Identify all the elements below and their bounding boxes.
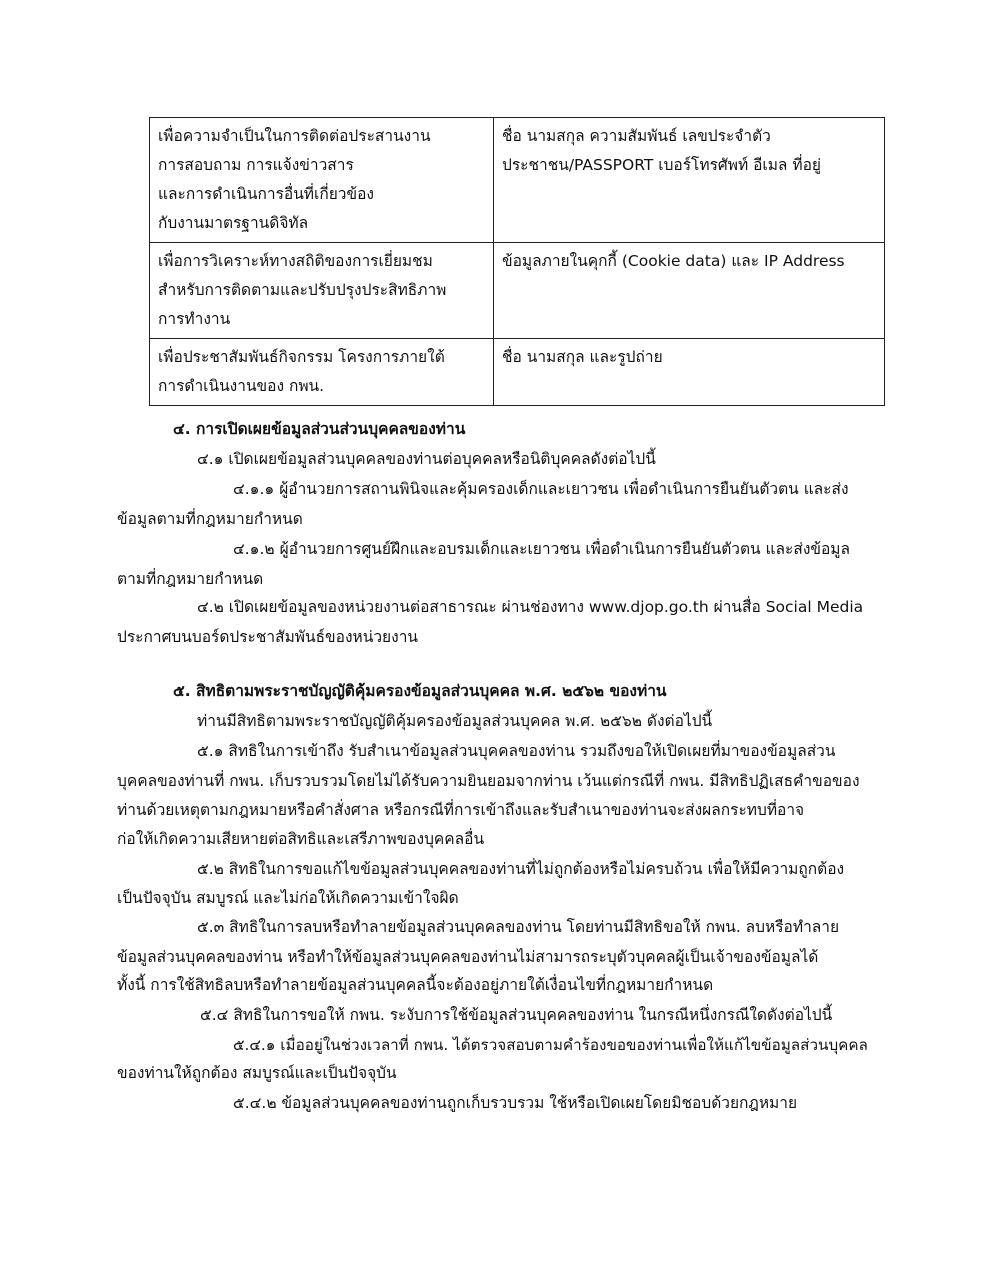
cell-line: ประชาชน/PASSPORT เบอร์โทรศัพท์ อีเมล ที่อยู่ — [502, 156, 821, 174]
cell-line: การดำเนินงานของ กพน. — [158, 377, 325, 395]
data-cell — [494, 339, 885, 406]
paragraph-4-2: ๔.๒ เปิดเผยข้อมูลของหน่วยงานต่อสาธารณะ ผ่านช่องทาง www.djop.go.th ผ่านสื่อ Social Media — [197, 598, 864, 616]
table-row — [150, 243, 885, 339]
paragraph-5-3-cont: ทั้งนี้ การใช้สิทธิลบหรือทำลายข้อมูลส่วนบุคคลนี้จะต้องอยู่ภายใต้เงื่อนไขที่กฎหมายกำหนด — [117, 976, 714, 994]
cell-line: การสอบถาม การแจ้งข่าวสาร — [158, 156, 354, 174]
cell-line: สำหรับการติดตามและปรับปรุงประสิทธิภาพ — [158, 281, 447, 299]
purpose-cell — [150, 118, 494, 243]
cell-line: ชื่อ นามสกุล ความสัมพันธ์ เลขประจำตัว — [502, 127, 771, 145]
data-cell — [494, 118, 885, 243]
paragraph-5-4-1: ๕.๔.๑ เมื่ออยู่ในช่วงเวลาที่ กพน. ได้ตรวจสอบตามคำร้องขอของท่านเพื่อให้แก้ไขข้อมูลส่วนบุคคล — [233, 1036, 868, 1054]
data-cell — [494, 243, 885, 339]
table-row — [150, 339, 885, 406]
purpose-cell — [150, 243, 494, 339]
paragraph-4-1: ๔.๑ เปิดเผยข้อมูลส่วนบุคคลของท่านต่อบุคคลหรือนิติบุคคลดังต่อไปนี้ — [197, 450, 656, 468]
section-5-heading: ๕. สิทธิตามพระราชบัญญัติคุ้มครองข้อมูลส่วนบุคคล พ.ศ. ๒๕๖๒ ของท่าน — [173, 682, 667, 700]
section-5-intro: ท่านมีสิทธิตามพระราชบัญญัติคุ้มครองข้อมูลส่วนบุคคล พ.ศ. ๒๕๖๒ ดังต่อไปนี้ — [197, 712, 713, 730]
paragraph-5-3: ๕.๓ สิทธิในการลบหรือทำลายข้อมูลส่วนบุคคลของท่าน โดยท่านมีสิทธิขอให้ กพน. ลบหรือทำลาย — [197, 918, 840, 936]
paragraph-5-1-cont: ท่านด้วยเหตุตามกฎหมายหรือคำสั่งศาล หรือกรณีที่การเข้าถึงและรับสำเนาของท่านจะส่งผลกระทบที่อาจ — [117, 801, 805, 819]
paragraph-5-1-cont: ก่อให้เกิดความเสียหายต่อสิทธิและเสรีภาพของบุคคลอื่น — [117, 830, 485, 848]
paragraph-5-1-cont: บุคคลของท่านที่ กพน. เก็บรวบรวมโดยไม่ได้รับความยินยอมจากท่าน เว้นแต่กรณีที่ กพน. มีสิทธิปฏิเสธคำขอของ — [117, 772, 860, 790]
paragraph-5-2: ๕.๒ สิทธิในการขอแก้ไขข้อมูลส่วนบุคคลของท่านที่ไม่ถูกต้องหรือไม่ครบถ้วน เพื่อให้มีความถูกต้อง — [197, 860, 845, 878]
cell-line: ชื่อ นามสกุล และรูปถ่าย — [502, 348, 663, 366]
paragraph-5-3-cont: ข้อมูลส่วนบุคคลของท่าน หรือทำให้ข้อมูลส่วนบุคคลของท่านไม่สามารถระบุตัวบุคคลผู้เป็นเจ้าของข้อมูลได้ — [117, 948, 819, 966]
cell-line: เพื่อประชาสัมพันธ์กิจกรรม โครงการภายใต้ — [158, 348, 445, 366]
cell-line: ข้อมูลภายในคุกกี้ (Cookie data) และ IP Address — [502, 252, 845, 270]
paragraph-5-4-2: ๕.๔.๒ ข้อมูลส่วนบุคคลของท่านถูกเก็บรวบรวม ใช้หรือเปิดเผยโดยมิชอบด้วยกฎหมาย — [233, 1094, 798, 1112]
cell-line: เพื่อความจำเป็นในการติดต่อประสานงาน — [158, 127, 431, 145]
purpose-cell — [150, 339, 494, 406]
paragraph-4-1-1-cont: ข้อมูลตามที่กฎหมายกำหนด — [117, 510, 303, 528]
paragraph-4-1-2: ๔.๑.๒ ผู้อำนวยการศูนย์ฝึกและอบรมเด็กและเยาวชน เพื่อดำเนินการยืนยันตัวตน และส่งข้อมูล — [233, 540, 851, 558]
table-row — [150, 118, 885, 243]
cell-line: การทำงาน — [158, 310, 231, 328]
purpose-data-table — [149, 117, 885, 406]
paragraph-4-1-1: ๔.๑.๑ ผู้อำนวยการสถานพินิจและคุ้มครองเด็กและเยาวชน เพื่อดำเนินการยืนยันตัวตน และส่ง — [233, 480, 849, 498]
cell-line: กับงานมาตรฐานดิจิทัล — [158, 214, 309, 232]
paragraph-5-1: ๕.๑ สิทธิในการเข้าถึง รับสำเนาข้อมูลส่วนบุคคลของท่าน รวมถึงขอให้เปิดเผยที่มาของข้อมูลส่วน — [197, 742, 836, 760]
cell-line: เพื่อการวิเคราะห์ทางสถิติของการเยี่ยมชม — [158, 252, 433, 270]
paragraph-5-4-1-cont: ของท่านให้ถูกต้อง สมบูรณ์และเป็นปัจจุบัน — [117, 1064, 397, 1082]
paragraph-4-2-cont: ประกาศบนบอร์ดประชาสัมพันธ์ของหน่วยงาน — [117, 628, 418, 646]
section-4-heading: ๔. การเปิดเผยข้อมูลส่วนส่วนบุคคลของท่าน — [173, 420, 466, 438]
paragraph-5-2-cont: เป็นปัจจุบัน สมบูรณ์ และไม่ก่อให้เกิดความเข้าใจผิด — [117, 889, 459, 907]
cell-line: และการดำเนินการอื่นที่เกี่ยวข้อง — [158, 185, 374, 203]
paragraph-5-4: ๕.๔ สิทธิในการขอให้ กพน. ระงับการใช้ข้อมูลส่วนบุคคลของท่าน ในกรณีหนึ่งกรณีใดดังต่อไปนี้ — [200, 1006, 833, 1024]
paragraph-4-1-2-cont: ตามที่กฎหมายกำหนด — [117, 570, 264, 588]
